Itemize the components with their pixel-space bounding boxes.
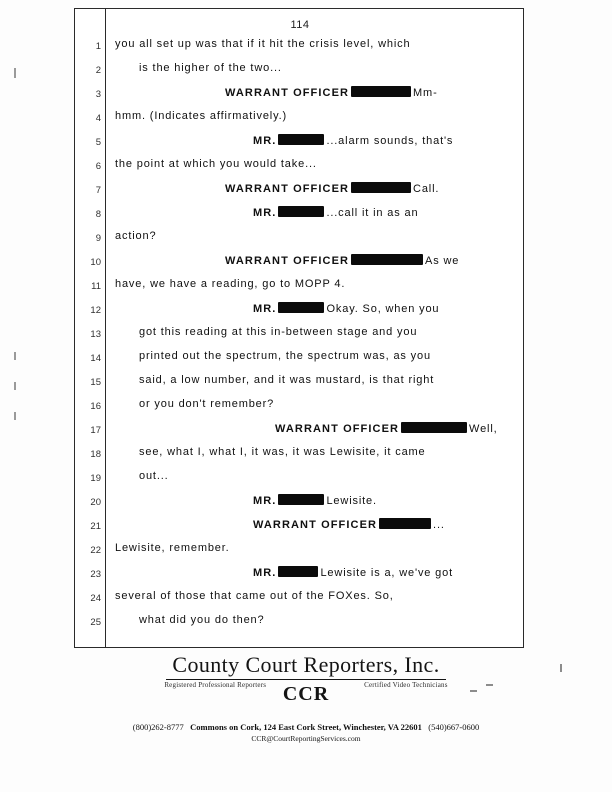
transcript-line [75,323,525,347]
line-number: 14 [90,353,101,364]
line-text [115,230,519,242]
redaction-bar [351,182,411,193]
line-text-segment: several of those that came out of the FOXes. So, [115,590,394,602]
transcript-line [75,587,525,611]
line-text-segment: Mm- [413,87,438,99]
credential-right: Certified Video Technicians [364,681,448,689]
line-text-segment: ...alarm sounds, that's [326,135,454,147]
line-number: 16 [90,401,101,412]
line-number: 7 [95,185,101,196]
line-text [139,446,519,458]
speaker-label: WARRANT OFFICER [225,87,350,99]
line-text-segment: Well, [469,423,498,435]
transcript-line [75,299,525,323]
line-text-segment: Call. [413,183,440,195]
transcript-line [75,347,525,371]
redaction-bar [278,206,324,217]
speaker-label: MR. [253,495,277,507]
line-text-segment: or you don't remember? [139,398,275,410]
speaker-label: WARRANT OFFICER [253,519,378,531]
ccr-logo-mark: CCR [282,683,330,705]
transcript-line [75,515,525,539]
line-text [225,254,519,267]
line-text [253,302,519,315]
line-text-segment: is the higher of the two... [139,62,282,74]
speaker-label: MR. [253,135,277,147]
line-number: 18 [90,449,101,460]
line-text [139,398,519,410]
reporter-company-name: County Court Reporters, Inc. [172,652,440,677]
transcript-line [75,131,525,155]
footer-address-text: Commons on Cork, 124 East Cork Street, Winchester, VA 22601 [190,722,422,732]
credential-left: Registered Professional Reporters [164,681,267,689]
line-text-segment: said, a low number, and it was mustard, is that right [139,374,435,386]
line-text-segment: out... [139,470,169,482]
line-number: 8 [95,209,101,220]
transcript-line [75,227,525,251]
line-text-segment: Okay. So, when you [326,303,440,315]
line-text [139,326,519,338]
footer-email: CCR@CourtReportingServices.com [251,734,361,743]
line-text [115,542,519,554]
line-text-segment: Lewisite. [326,495,377,507]
transcript-line [75,83,525,107]
line-number: 1 [95,41,101,52]
line-number: 9 [95,233,101,244]
line-text-segment: action? [115,230,157,242]
speaker-label: WARRANT OFFICER [225,183,350,195]
line-number: 23 [90,569,101,580]
line-text-segment: got this reading at this in-between stage and you [139,326,418,338]
line-text-segment: ...call it in as an [326,207,419,219]
line-text [115,158,519,170]
line-text [253,134,519,147]
footer-address-line [0,722,612,732]
line-number: 3 [95,89,101,100]
line-number: 15 [90,377,101,388]
line-number: 22 [90,545,101,556]
transcript-line [75,443,525,467]
speaker-label: MR. [253,567,277,579]
line-number: 10 [90,257,101,268]
line-text-segment: Lewisite, remember. [115,542,230,554]
transcript-frame [74,8,524,648]
line-number: 20 [90,497,101,508]
line-text-segment: hmm. (Indicates affirmatively.) [115,110,288,122]
transcript-line [75,35,525,59]
line-text-segment: printed out the spectrum, the spectrum was, as you [139,350,431,362]
line-text [139,374,519,386]
line-text [275,422,519,435]
line-number: 17 [90,425,101,436]
line-text [139,350,519,362]
line-text [139,470,519,482]
line-text [115,278,519,290]
line-number: 24 [90,593,101,604]
footer-phone-right: (540)667-0600 [428,722,480,732]
redaction-bar [278,494,324,505]
line-number: 4 [95,113,101,124]
transcript-line [75,179,525,203]
transcript-line [75,419,525,443]
line-text-segment: see, what I, what I, it was, it was Lewisite, it came [139,446,426,458]
line-text [225,182,519,195]
redaction-bar [278,302,324,313]
line-text-segment: As we [425,255,460,267]
speaker-label: WARRANT OFFICER [225,255,350,267]
footer-phone-left: (800)262-8777 [132,722,184,732]
line-number: 21 [90,521,101,532]
line-text-segment: what did you do then? [139,614,265,626]
transcript-line [75,491,525,515]
scan-artifact-mark [14,382,16,390]
line-number: 13 [90,329,101,340]
line-text-segment: ... [433,519,445,531]
line-number: 25 [90,617,101,628]
speaker-label: MR. [253,303,277,315]
reporter-footer [0,652,612,743]
line-text [253,206,519,219]
redaction-bar [278,566,318,577]
transcript-line [75,155,525,179]
transcript-line [75,395,525,419]
speaker-label: WARRANT OFFICER [275,423,400,435]
transcript-lines [75,35,525,635]
transcript-line [75,251,525,275]
line-number: 2 [95,65,101,76]
line-number: 11 [91,281,101,292]
line-text [253,494,519,507]
line-text [115,110,519,122]
redaction-bar [401,422,467,433]
page-number: 114 [290,19,310,31]
transcript-line [75,539,525,563]
line-text-segment: Lewisite is a, we've got [320,567,454,579]
transcript-line [75,59,525,83]
line-text [115,38,519,50]
transcript-line [75,563,525,587]
scan-artifact-mark [14,412,16,420]
transcript-line [75,371,525,395]
line-number: 6 [95,161,101,172]
redaction-bar [351,254,423,265]
transcript-line [75,107,525,131]
line-text [253,566,519,579]
line-text [253,518,519,531]
line-text-segment: the point at which you would take... [115,158,317,170]
line-text-segment: you all set up was that if it hit the crisis level, which [115,38,411,50]
transcript-line [75,611,525,635]
line-text [139,614,519,626]
scan-artifact-mark [14,68,16,78]
line-text [139,62,519,74]
line-number: 5 [95,137,101,148]
redaction-bar [351,86,411,97]
line-text [115,590,519,602]
redaction-bar [278,134,324,145]
transcript-line [75,203,525,227]
scan-artifact-mark [14,352,16,360]
line-text-segment: have, we have a reading, go to MOPP 4. [115,278,346,290]
line-text [225,86,519,99]
line-number: 12 [90,305,101,316]
transcript-line [75,467,525,491]
transcript-line [75,275,525,299]
speaker-label: MR. [253,207,277,219]
redaction-bar [379,518,431,529]
line-number: 19 [90,473,101,484]
